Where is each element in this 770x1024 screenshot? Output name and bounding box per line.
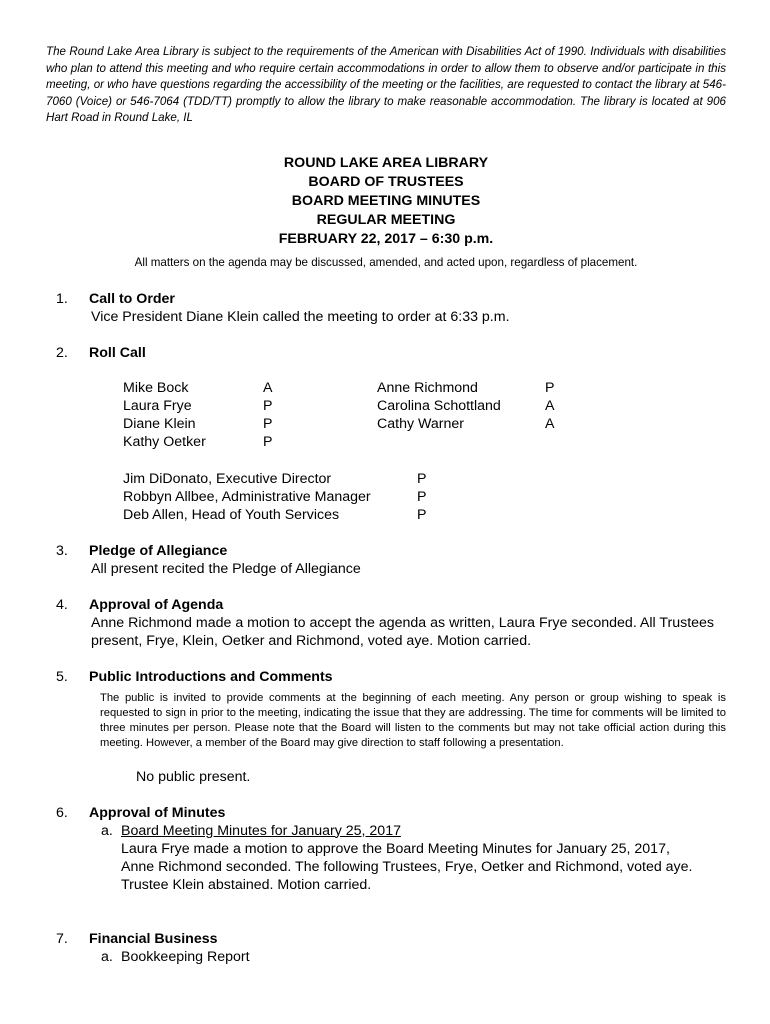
sub-item-minutes xyxy=(101,822,726,840)
staff-name: Deb Allen, Head of Youth Services xyxy=(123,506,340,523)
sub-item-title: Bookkeeping Report xyxy=(121,948,250,965)
staff-status: P xyxy=(417,488,427,505)
title-line-2: BOARD OF TRUSTEES xyxy=(308,173,464,190)
trustee-name: Laura Frye xyxy=(123,397,192,414)
title-line-4: REGULAR MEETING xyxy=(316,211,456,228)
trustee-name: Cathy Warner xyxy=(377,415,464,432)
staff-status: P xyxy=(417,506,427,523)
section-title: Pledge of Allegiance xyxy=(89,542,228,559)
staff-status: P xyxy=(417,470,427,487)
section-title: Approval of Agenda xyxy=(89,596,224,613)
staff-name: Jim DiDonato, Executive Director xyxy=(123,470,332,487)
section-number: 6. xyxy=(56,804,68,821)
section-call-to-order xyxy=(46,290,726,326)
trustee-roll xyxy=(123,379,726,451)
trustee-status: A xyxy=(545,415,555,432)
section-approval-of-minutes xyxy=(46,804,726,894)
staff-name: Robbyn Allbee, Administrative Manager xyxy=(123,488,371,505)
staff-roll xyxy=(123,470,726,524)
title-line-1: ROUND LAKE AREA LIBRARY xyxy=(283,154,489,171)
sub-item-letter: a. xyxy=(101,948,113,965)
trustee-name: Diane Klein xyxy=(123,415,196,432)
trustee-name: Mike Bock xyxy=(123,379,189,396)
section-number: 2. xyxy=(56,344,68,361)
sub-item-title: Board Meeting Minutes for January 25, 2017 xyxy=(121,822,401,839)
section-title: Public Introductions and Comments xyxy=(89,668,333,685)
trustee-name: Kathy Oetker xyxy=(123,433,206,450)
section-number: 7. xyxy=(56,930,68,947)
section-body: All present recited the Pledge of Allegiance xyxy=(91,560,361,577)
section-roll-call xyxy=(46,344,726,524)
trustee-status: A xyxy=(263,379,273,396)
public-comment-notice: The public is invited to provide comments at the beginning of each meeting. Any person or group wishing to speak is requested to sign in prior to the meeting, indicating the issue that they are addressing. The time for comments will be limited to three minutes per person. Please note that the Board will listen to the comments but may not take official action during this meeting. However, a member of the Board may give direction to staff following a presentation. xyxy=(100,691,726,749)
trustee-name: Anne Richmond xyxy=(377,379,478,396)
ada-notice: The Round Lake Area Library is subject to the requirements of the American with Disabilities Act of 1990. Individuals with disabilities who plan to attend this meeting and who require certain accommodations in order to allow them to observe and/or participate in this meeting, or who have questions regarding the accessibility of the meeting or the facilities, are requested to contact the library at 546-7060 (Voice) or 546-7064 (TDD/TT) promptly to allow the library to make reasonable accommodation. The library is located at 906 Hart Road in Round Lake, IL xyxy=(46,45,726,124)
title-line-3: BOARD MEETING MINUTES xyxy=(291,192,481,209)
trustee-name xyxy=(377,433,545,451)
section-pledge xyxy=(46,542,726,578)
section-body: Anne Richmond made a motion to accept the agenda as written, Laura Frye seconded. All Trustees present, Frye, Klein, Oetker and Richmond, voted aye. Motion carried. xyxy=(91,614,715,649)
trustee-status: P xyxy=(263,415,273,432)
section-number: 3. xyxy=(56,542,68,559)
sub-item-bookkeeping xyxy=(101,948,726,966)
section-number: 4. xyxy=(56,596,68,613)
title-line-5: FEBRUARY 22, 2017 – 6:30 p.m. xyxy=(278,230,494,247)
section-number: 1. xyxy=(56,290,68,307)
sub-item-letter: a. xyxy=(101,822,113,839)
section-approval-of-agenda xyxy=(46,596,726,650)
trustee-status: P xyxy=(545,379,555,396)
section-body: No public present. xyxy=(136,768,251,785)
section-title: Approval of Minutes xyxy=(89,804,226,821)
section-title: Call to Order xyxy=(89,290,175,307)
trustee-name: Carolina Schottland xyxy=(377,397,501,414)
agenda-note: All matters on the agenda may be discussed, amended, and acted upon, regardless of placement. xyxy=(134,255,638,269)
section-body: Vice President Diane Klein called the meeting to order at 6:33 p.m. xyxy=(91,308,510,325)
section-title: Roll Call xyxy=(89,344,146,361)
sub-item-body: Laura Frye made a motion to approve the Board Meeting Minutes for January 25, 2017, Anne Richmond seconded. The following Trustees, Frye, Oetker and Richmond, voted aye. Trustee Klein abstained. Motion carried. xyxy=(121,840,693,893)
trustee-status xyxy=(545,433,585,451)
section-public-comments xyxy=(46,668,726,786)
trustee-status: P xyxy=(263,433,273,450)
section-number: 5. xyxy=(56,668,68,685)
section-title: Financial Business xyxy=(89,930,218,947)
section-financial-business xyxy=(46,930,726,966)
trustee-status: A xyxy=(545,397,555,414)
trustee-status: P xyxy=(263,397,273,414)
document-title xyxy=(46,154,726,249)
